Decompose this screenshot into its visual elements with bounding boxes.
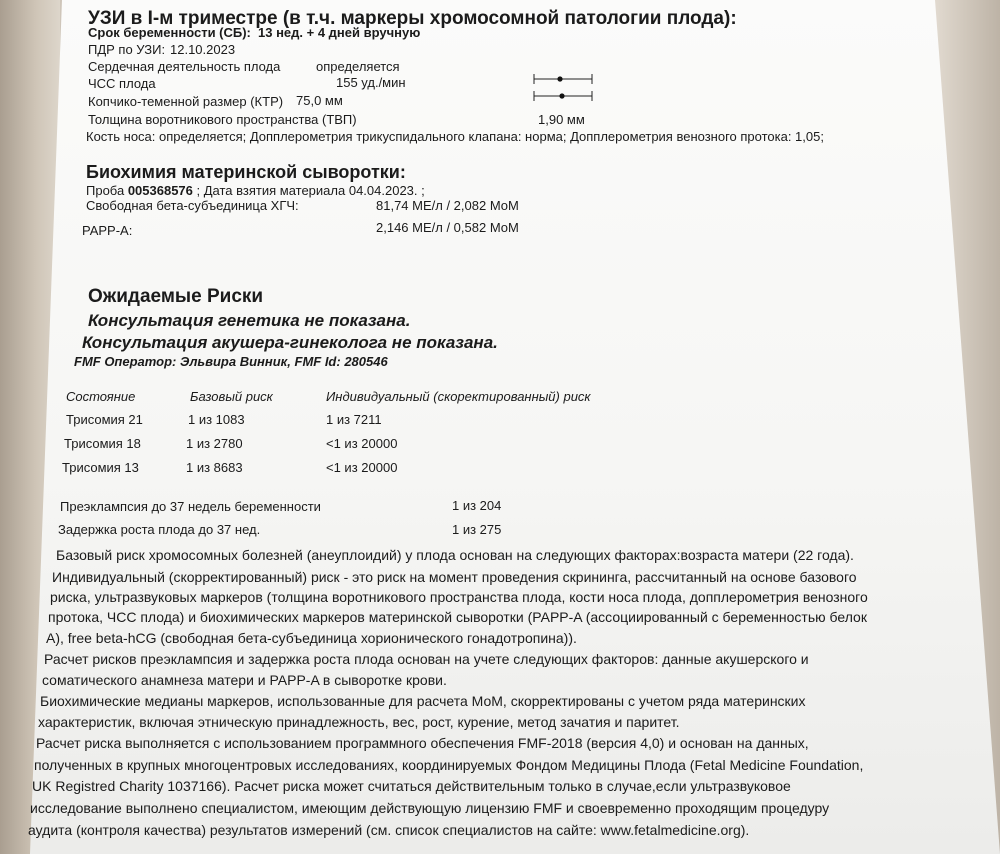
note-line: полученных в крупных многоцентровых исследованиях, координируемых Фондом Медицины Плода (Fetal Medicine Foundation, bbox=[34, 757, 864, 773]
gest-label: Срок беременности (СБ): bbox=[88, 25, 251, 40]
crl-label: Копчико-теменной размер (КТР) bbox=[88, 94, 284, 109]
us-extra-line: Кость носа: определяется; Допплерометрия трикуспидального клапана: норма; Допплерометрия венозного протока: 1,05; bbox=[86, 129, 824, 144]
note-line: исследование выполнено специалистом, имеющим действующую лицензию FMF и своевременно проходящим процедуру bbox=[30, 800, 830, 816]
note-line: соматического анамнеза матери и PAPP-A в сыворотке крови. bbox=[42, 672, 447, 688]
bio-title: Биохимия материнской сыворотки: bbox=[86, 162, 406, 182]
crl-value: 75,0 мм bbox=[296, 93, 343, 108]
preeclampsia-value: 1 из 204 bbox=[452, 498, 502, 513]
note-line: риска, ультразвуковых маркеров (толщина воротникового пространства плода, кости носа плода, допплерометрия венозного bbox=[50, 589, 868, 605]
us-title: УЗИ в I-м триместре (в т.ч. маркеры хромосомной патологии плода): bbox=[88, 8, 737, 29]
hr-value: 155 уд./мин bbox=[336, 75, 406, 90]
row-t13-base: 1 из 8683 bbox=[186, 460, 243, 475]
risk-header-individual: Индивидуальный (скоректированный) риск bbox=[326, 389, 591, 404]
hr-gauge-marker bbox=[557, 76, 562, 81]
row-t18-individual: <1 из 20000 bbox=[326, 436, 398, 451]
row-t18-condition: Трисомия 18 bbox=[64, 436, 141, 451]
pdr-value: 12.10.2023 bbox=[170, 42, 236, 57]
note-line: Биохимические медианы маркеров, использованные для расчета МоМ, скорректированы с учетом ряда материнских bbox=[40, 693, 806, 709]
crl-gauge-marker bbox=[559, 93, 564, 98]
consult-genetics: Консультация генетика не показана. bbox=[88, 311, 411, 330]
pdr-label: ПДР по УЗИ: bbox=[88, 42, 166, 57]
row-t13-individual: <1 из 20000 bbox=[326, 460, 398, 475]
sample-id: 005368576 bbox=[127, 183, 193, 198]
note-line: Индивидуальный (скорректированный) риск - это риск на момент проведения скрининга, рассчитанный на основе базового bbox=[52, 569, 857, 585]
hcg-value: 81,74 МЕ/л / 2,082 МоМ bbox=[376, 198, 519, 213]
note-line: UK Registred Charity 1037166). Расчет риска может считаться действительным только в случае,если ультразвуковое bbox=[32, 778, 791, 794]
fgr-value: 1 из 275 bbox=[452, 522, 502, 537]
hr-label: ЧСС плода bbox=[88, 76, 156, 91]
fgr-label: Задержка роста плода до 37 нед. bbox=[58, 522, 261, 537]
crl-range-gauge bbox=[532, 89, 596, 103]
risk-header-base: Базовый риск bbox=[190, 389, 273, 404]
pappa-label: PAPP-A: bbox=[82, 223, 133, 238]
row-t21-condition: Трисомия 21 bbox=[66, 412, 143, 427]
row-t21-individual: 1 из 7211 bbox=[326, 412, 382, 427]
row-t21-base: 1 из 1083 bbox=[188, 412, 245, 427]
row-t18-base: 1 из 2780 bbox=[186, 436, 243, 451]
consult-obgyn: Консультация акушера-гинеколога не показана. bbox=[82, 333, 498, 352]
pappa-value: 2,146 МЕ/л / 0,582 МоМ bbox=[376, 220, 519, 235]
note-line: Базовый риск хромосомных болезней (анеуплоидий) у плода основан на следующих факторах:возраста матери (22 года). bbox=[56, 547, 854, 563]
cardiac-value: определяется bbox=[316, 59, 400, 74]
note-line: аудита (контроля качества) результатов измерений (см. список специалистов на сайте: www.fetalmedicine.org). bbox=[28, 822, 750, 838]
hcg-label: Свободная бета-субъединица ХГЧ: bbox=[86, 198, 299, 213]
risks-title: Ожидаемые Риски bbox=[88, 286, 264, 307]
cardiac-label: Сердечная деятельность плода bbox=[88, 59, 281, 74]
note-line: Расчет рисков преэклампсия и задержка роста плода основан на учете следующих факторов: данные акушерского и bbox=[44, 651, 809, 667]
fmf-operator: FMF Оператор: Эльвира Винник, FMF Id: 280546 bbox=[74, 354, 388, 369]
nt-label: Толщина воротникового пространства (ТВП) bbox=[88, 112, 357, 127]
sample-label: Проба bbox=[86, 183, 125, 198]
row-t13-condition: Трисомия 13 bbox=[62, 460, 139, 475]
gest-value: 13 нед. + 4 дней вручную bbox=[258, 25, 421, 40]
note-line: протока, ЧСС плода) и биохимических маркеров материнской сыворотки (PAPP-A (ассоциированный с беременностью белок bbox=[48, 609, 867, 625]
hr-range-gauge bbox=[532, 72, 596, 86]
note-line: A), free beta-hCG (свободная бета-субъединица хорионического гонадотропина)). bbox=[46, 630, 577, 646]
nt-value: 1,90 мм bbox=[538, 112, 585, 127]
sample-line bbox=[86, 184, 425, 199]
preeclampsia-label: Преэклампсия до 37 недель беременности bbox=[60, 499, 321, 514]
note-line: характеристик, включая этническую принадлежность, вес, рост, курение, метод зачатия и паритет. bbox=[38, 714, 680, 730]
risk-header-condition: Состояние bbox=[66, 389, 136, 404]
sample-date: ; Дата взятия материала 04.04.2023. ; bbox=[196, 183, 425, 198]
note-line: Расчет риска выполняется с использованием программного обеспечения FMF-2018 (версия 4,0) и основан на данных, bbox=[36, 735, 809, 751]
